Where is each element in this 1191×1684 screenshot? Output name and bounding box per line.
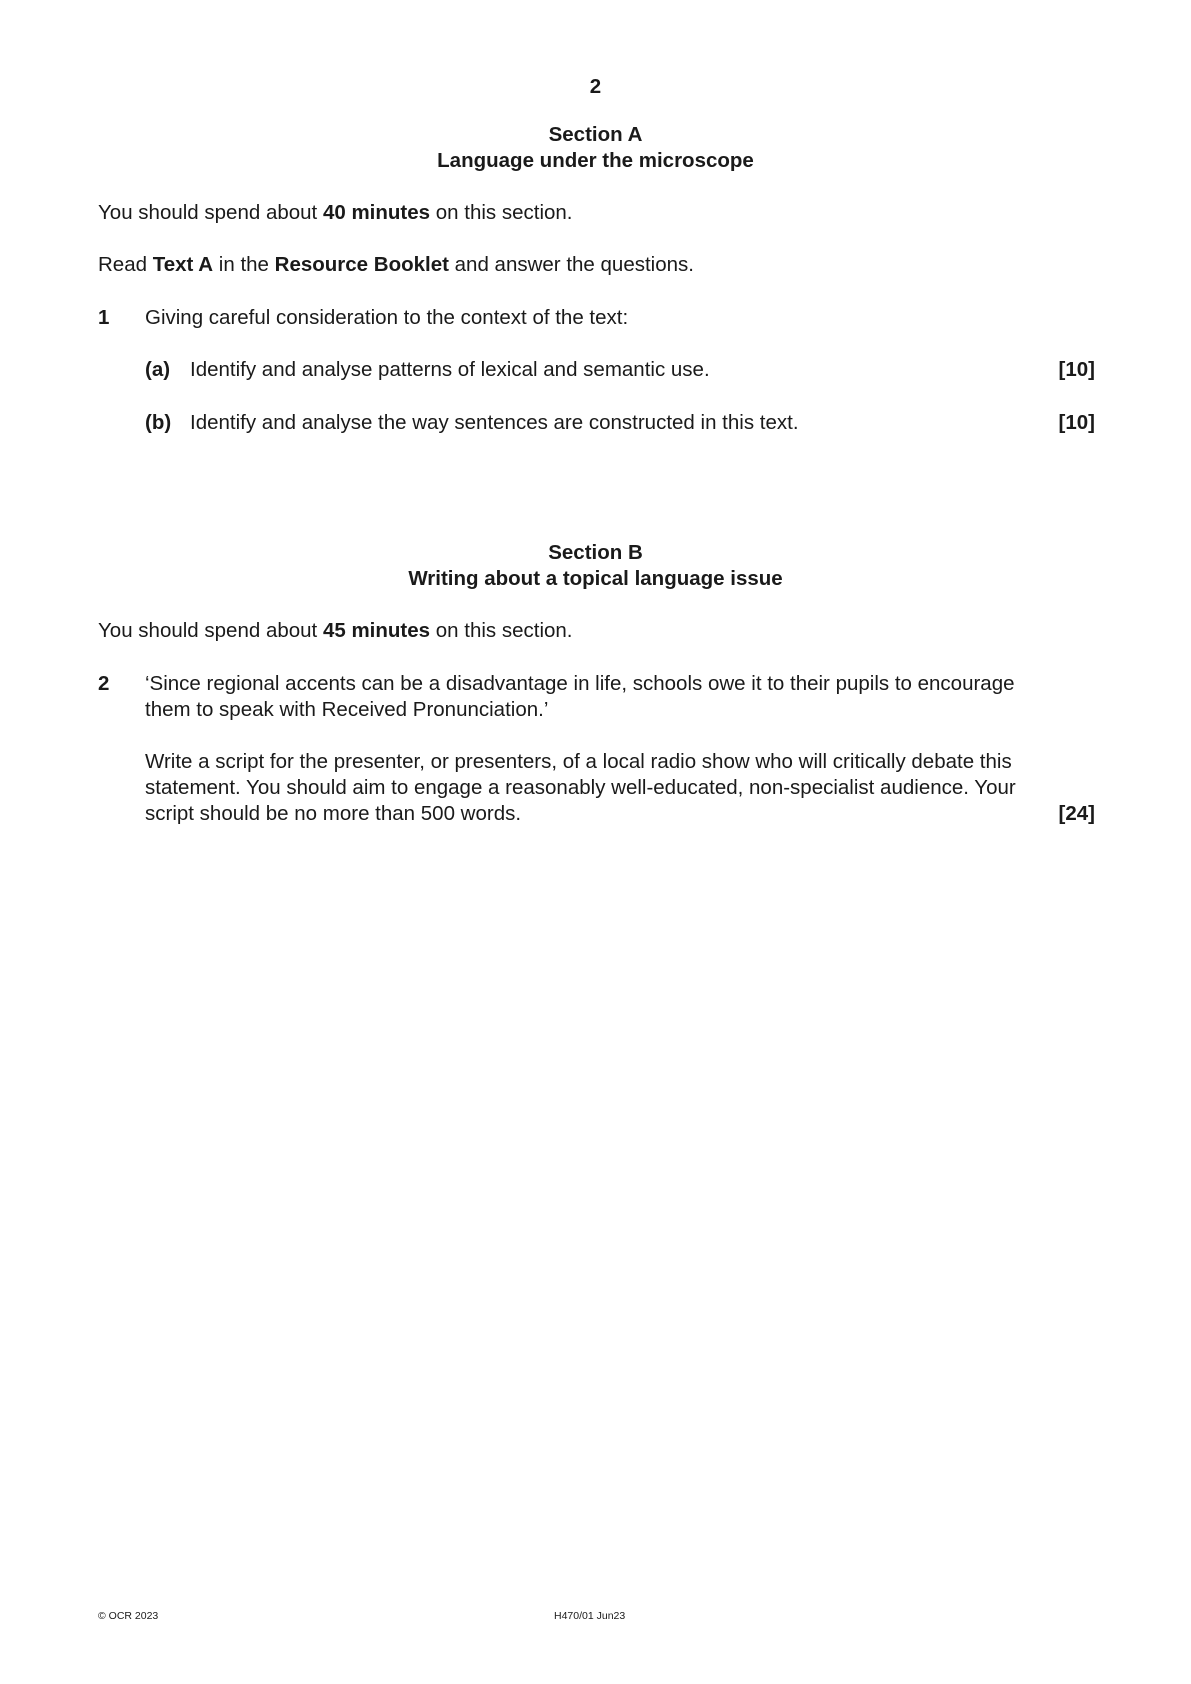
question-1b-marks: [10] [1058, 411, 1095, 434]
time-prefix: You should spend about [98, 201, 323, 224]
time-suffix: on this section. [430, 201, 573, 224]
read-bold-resource-booklet: Resource Booklet [274, 253, 449, 276]
section-a-time-instruction [98, 200, 1098, 226]
read-prefix: Read [98, 253, 153, 276]
read-bold-text-a: Text A [152, 253, 214, 276]
section-b-subtitle: Writing about a topical language issue [408, 567, 783, 590]
question-1-text: Giving careful consideration to the context of the text: [145, 306, 629, 329]
section-b-title: Section B [548, 541, 643, 564]
question-1b-text: Identify and analyse the way sentences are constructed in this text. [190, 411, 799, 434]
question-2-quote-line-1: ‘Since regional accents can be a disadvantage in life, schools owe it to their pupils to encourage [145, 672, 1015, 695]
section-b-time-instruction [98, 618, 1098, 644]
time-prefix: You should spend about [98, 619, 323, 642]
question-1a-text: Identify and analyse patterns of lexical and semantic use. [190, 358, 710, 381]
question-1a-marks: [10] [1058, 358, 1095, 381]
section-a-read-instruction [98, 252, 1098, 278]
question-1b-label: (b) [145, 411, 172, 434]
page-number: 2 [589, 75, 602, 98]
question-2-quote-line-2: them to speak with Received Pronunciation.’ [145, 698, 549, 721]
question-1-number: 1 [98, 306, 110, 329]
question-2-task-line-2: statement. You should aim to engage a reasonably well-educated, non-specialist audience. Your [145, 776, 1016, 799]
read-suffix: and answer the questions. [448, 253, 694, 276]
footer-paper-code: H470/01 Jun23 [554, 1610, 626, 1622]
time-bold: 40 minutes [322, 201, 431, 224]
question-2-task-line-1: Write a script for the presenter, or presenters, of a local radio show who will critically debate this [145, 750, 1012, 773]
section-a-subtitle: Language under the microscope [437, 149, 754, 172]
question-2-task-line-3: script should be no more than 500 words. [145, 802, 522, 825]
read-mid: in the [213, 253, 275, 276]
question-2-number: 2 [98, 672, 110, 695]
time-bold: 45 minutes [322, 619, 431, 642]
question-1a-label: (a) [145, 358, 171, 381]
footer-copyright: © OCR 2023 [98, 1610, 159, 1622]
section-a-title: Section A [548, 123, 643, 146]
time-suffix: on this section. [430, 619, 573, 642]
question-2-marks: [24] [1058, 802, 1095, 825]
